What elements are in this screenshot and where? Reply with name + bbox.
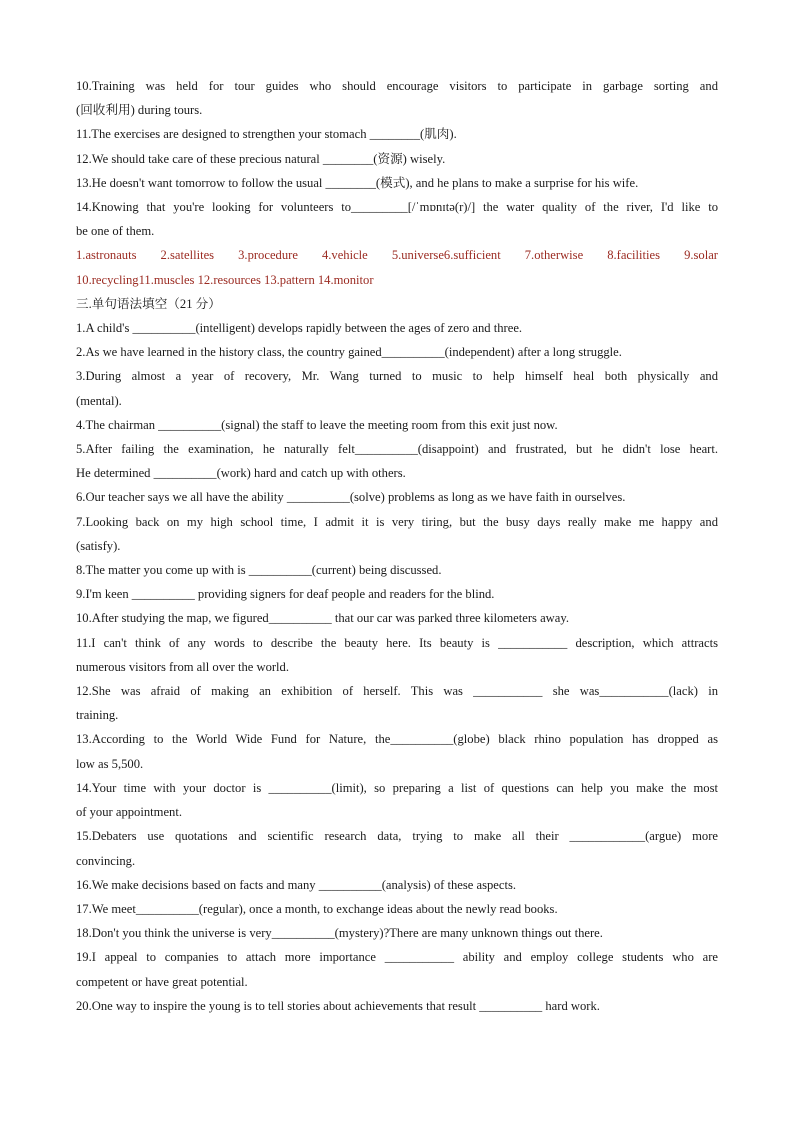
grammar-question-line: 4.The chairman __________(signal) the staff to leave the meeting room from this exit just now. <box>76 417 558 432</box>
grammar-question-line: 10.After studying the map, we figured__________ that our car was parked three kilometers away. <box>76 611 569 626</box>
grammar-question <box>76 921 718 945</box>
grammar-question-line: competent or have great potential. <box>76 974 248 989</box>
vocab-question <box>76 195 718 243</box>
grammar-question <box>76 873 718 897</box>
vocab-questions-tail <box>76 74 718 243</box>
vocab-question-line: (回收利用) during tours. <box>76 103 203 118</box>
grammar-question-line: (satisfy). <box>76 538 121 553</box>
grammar-question <box>76 582 718 606</box>
grammar-question-line: 17.We meet__________(regular), once a month, to exchange ideas about the newly read books. <box>76 901 558 916</box>
grammar-question <box>76 316 718 340</box>
grammar-question-line: 7.Looking back on my high school time, I admit it is very tiring, but the busy days really make me happy and <box>76 514 718 529</box>
grammar-question-line: 1.A child's __________(intelligent) develops rapidly between the ages of zero and three. <box>76 321 523 336</box>
grammar-question-line: 16.We make decisions based on facts and many __________(analysis) of these aspects. <box>76 877 516 892</box>
grammar-question-line: 3.During almost a year of recovery, Mr. Wang turned to music to help himself heal both physically and <box>76 369 718 384</box>
grammar-question <box>76 631 718 679</box>
answer-key <box>76 243 718 291</box>
grammar-question <box>76 824 718 872</box>
grammar-question <box>76 776 718 824</box>
grammar-question-line: of your appointment. <box>76 805 182 820</box>
section-title: 三.单句语法填空（21 分） <box>76 296 221 311</box>
grammar-question <box>76 897 718 921</box>
grammar-question-line: 6.Our teacher says we all have the ability __________(solve) problems as long as we have faith in ourselves. <box>76 490 626 505</box>
grammar-question <box>76 606 718 630</box>
grammar-question <box>76 413 718 437</box>
grammar-question <box>76 727 718 775</box>
grammar-question-line: low as 5,500. <box>76 756 144 771</box>
grammar-question-line: 5.After failing the examination, he naturally felt__________(disappoint) and frustrated, but he didn't lose heart. <box>76 442 718 457</box>
grammar-question <box>76 437 718 485</box>
grammar-question <box>76 994 718 1018</box>
answer-key-line: 1.astronauts 2.satellites 3.procedure 4.vehicle 5.universe6.sufficient 7.otherwise 8.facilities 9.solar <box>76 248 718 263</box>
grammar-question-line: 11.I can't think of any words to describe the beauty here. Its beauty is ___________ description, which attracts <box>76 635 718 650</box>
grammar-question-line: 13.According to the World Wide Fund for Nature, the__________(globe) black rhino population has dropped as <box>76 732 718 747</box>
worksheet-page <box>76 74 718 1018</box>
grammar-question-line: He determined __________(work) hard and catch up with others. <box>76 466 406 481</box>
grammar-question-line: 14.Your time with your doctor is __________(limit), so preparing a list of questions can help you make the most <box>76 780 718 795</box>
grammar-question-line: training. <box>76 708 119 723</box>
grammar-question <box>76 558 718 582</box>
grammar-question <box>76 679 718 727</box>
grammar-question-line: 12.She was afraid of making an exhibition of herself. This was ___________ she was___________(lack) in <box>76 684 718 699</box>
grammar-question-line: 15.Debaters use quotations and scientific research data, trying to make all their ____________(argue) more <box>76 829 718 844</box>
grammar-question <box>76 945 718 993</box>
grammar-question <box>76 340 718 364</box>
vocab-question-line: 11.The exercises are designed to strengthen your stomach ________(肌肉). <box>76 127 457 142</box>
vocab-question <box>76 74 718 122</box>
grammar-question-line: convincing. <box>76 853 136 868</box>
vocab-question <box>76 122 718 146</box>
vocab-question-line: 10.Training was held for tour guides who should encourage visitors to participate in garbage sorting and <box>76 79 718 93</box>
grammar-question-line: 19.I appeal to companies to attach more importance ___________ ability and employ college students who are <box>76 950 718 965</box>
grammar-question <box>76 485 718 509</box>
grammar-question-line: 20.One way to inspire the young is to tell stories about achievements that result __________ hard work. <box>76 998 600 1013</box>
grammar-question-line: numerous visitors from all over the world. <box>76 659 290 674</box>
grammar-questions <box>76 316 718 1018</box>
answer-key-line: 10.recycling11.muscles 12.resources 13.pattern 14.monitor <box>76 272 374 287</box>
grammar-question <box>76 510 718 558</box>
vocab-question-line: 12.We should take care of these precious natural ________(资源) wisely. <box>76 151 446 166</box>
vocab-question-line: be one of them. <box>76 224 155 239</box>
grammar-question-line: (mental). <box>76 393 122 408</box>
grammar-question-line: 18.Don't you think the universe is very__________(mystery)?There are many unknown things out there. <box>76 926 603 941</box>
grammar-question-line: 8.The matter you come up with is __________(current) being discussed. <box>76 563 442 578</box>
vocab-question-line: 13.He doesn't want tomorrow to follow the usual ________(模式), and he plans to make a surprise for his wife. <box>76 175 639 190</box>
grammar-question-line: 2.As we have learned in the history class, the country gained__________(independent) after a long struggle. <box>76 345 622 360</box>
vocab-question <box>76 171 718 195</box>
vocab-question-line: 14.Knowing that you're looking for volunteers to_________[/ˈmɒnɪtə(r)/] the water quality of the river, I'd like to <box>76 200 718 215</box>
vocab-question <box>76 147 718 171</box>
grammar-question <box>76 364 718 412</box>
grammar-question-line: 9.I'm keen __________ providing signers for deaf people and readers for the blind. <box>76 587 495 602</box>
